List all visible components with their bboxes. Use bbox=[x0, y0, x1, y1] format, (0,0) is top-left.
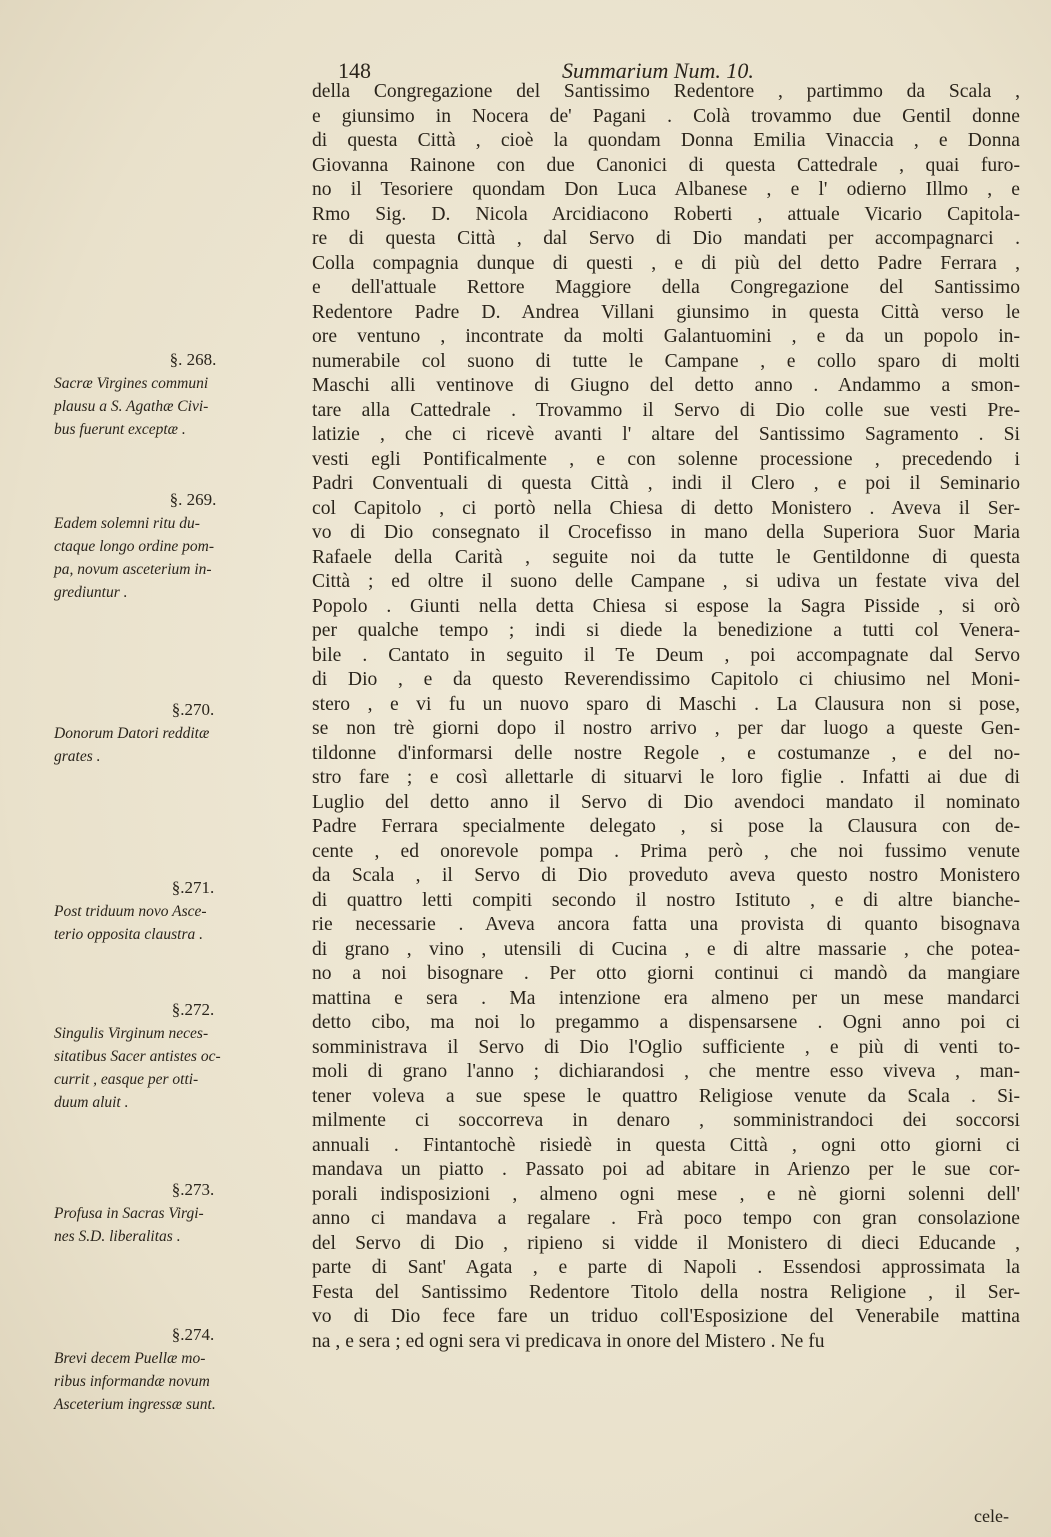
text-line: parte di Sant' Agata , e parte di Napoli . Essendosi approssimata la bbox=[312, 1257, 1020, 1278]
marginal-note-line: plausu a S. Agathæ Civi- bbox=[54, 398, 209, 415]
text-line: no a noi bisognare . Per otto giorni continui ci mandò da mangiare bbox=[312, 963, 1020, 984]
marginal-note bbox=[54, 1000, 292, 1114]
marginal-note bbox=[54, 1180, 292, 1248]
text-line: numerabile col suono di tutte le Campane , e collo sparo di molti bbox=[312, 350, 1020, 372]
catchword: cele- bbox=[974, 1506, 1009, 1526]
text-line: Festa del Santissimo Redentore Titolo della nostra Religione , il Ser- bbox=[312, 1281, 1020, 1303]
text-line: tener voleva a sue spese le quattro Religiose venute da Scala . Si- bbox=[312, 1085, 1020, 1107]
text-line: Luglio del detto anno il Servo di Dio avendoci mandato il nominato bbox=[312, 791, 1020, 813]
marginal-note-section-number: §. 268. bbox=[169, 350, 217, 369]
text-line: Popolo . Giunti nella detta Chiesa si espose la Sagra Pisside , si orò bbox=[312, 595, 1020, 617]
text-line: milmente ci soccorreva in denaro , somministrandoci dei soccorsi bbox=[312, 1110, 1020, 1131]
marginal-note-section-number: §.271. bbox=[171, 878, 215, 897]
running-title: Summarium Num. 10. bbox=[562, 58, 754, 83]
text-line: per qualche tempo ; indi si diede la benedizione a tutti col Venera- bbox=[312, 620, 1020, 641]
text-line: annuali . Fintantochè risiedè in questa Città , ogni otto giorni ci bbox=[312, 1134, 1020, 1156]
marginal-note-section-number: §. 269. bbox=[169, 490, 217, 509]
text-line: di Dio , e da questo Reverendissimo Capitolo ci chiusimo nel Moni- bbox=[312, 669, 1020, 690]
marginal-note-line: pa, novum asceterium in- bbox=[54, 561, 212, 578]
marginal-note-section-number: §.273. bbox=[171, 1180, 215, 1199]
text-line: della Congregazione del Santissimo Redentore , partimmo da Scala , bbox=[312, 81, 1020, 102]
text-line: tildonne d'informarsi delle nostre Regole , e costumanze , e del no- bbox=[312, 742, 1020, 764]
marginal-note-line: duum aluit . bbox=[54, 1094, 129, 1111]
text-line: Giovanna Rainone con due Canonici di questa Cattedrale , quai furo- bbox=[312, 154, 1020, 176]
text-line: mandava un piatto . Passato poi ad abitare in Arienzo per le sue cor- bbox=[312, 1159, 1020, 1180]
marginal-note-line: sitatibus Sacer antistes oc- bbox=[54, 1048, 221, 1065]
text-line: anno ci mandava a regalare . Frà poco tempo con gran consolazione bbox=[312, 1208, 1020, 1229]
text-line: vo di Dio consegnato il Crocefisso in mano della Superiora Suor Maria bbox=[312, 522, 1020, 543]
page-number: 148 bbox=[338, 58, 371, 83]
text-line: na , e sera ; ed ogni sera vi predicava in onore del Mistero . Ne fu bbox=[312, 1330, 825, 1352]
text-line: cente , ed onorevole pompa . Prima però , che noi fussimo venute bbox=[312, 840, 1020, 862]
marginal-note-line: terio opposita claustra . bbox=[54, 926, 203, 943]
text-line: di questa Città , cioè la quondam Donna Emilia Vinaccia , e Donna bbox=[312, 130, 1020, 151]
marginal-note-line: Sacræ Virgines communi bbox=[54, 375, 209, 392]
text-line: porali indisposizioni , almeno ogni mese , e nè giorni solenni dell' bbox=[312, 1183, 1020, 1205]
text-line: bile . Cantato in seguito il Te Deum , poi accompagnate dal Servo bbox=[312, 644, 1020, 666]
text-line: no il Tesoriere quondam Don Luca Albanese , e l' odierno Illmo , e bbox=[312, 179, 1020, 200]
text-line: Rafaele della Carità , seguite noi da tutte le Gentildonne di questa bbox=[312, 546, 1020, 568]
text-line: col Capitolo , ci portò nella Chiesa di detto Monistero . Aveva il Ser- bbox=[312, 497, 1020, 519]
marginal-note-line: Asceterium ingressæ sunt. bbox=[54, 1396, 216, 1413]
text-line: somministrava il Servo di Dio l'Oglio sufficiente , e più di venti to- bbox=[312, 1036, 1020, 1058]
text-line: Redentore Padre D. Andrea Villani giunsimo in questa Città verso le bbox=[312, 301, 1020, 323]
text-line: da Scala , il Servo di Dio proveduto aveva questo nostro Monistero bbox=[312, 865, 1020, 886]
text-line: vo di Dio fece fare un triduo coll'Esposizione del Venerabile mattina bbox=[312, 1306, 1020, 1327]
marginal-note-line: ribus informandæ novum bbox=[54, 1373, 210, 1390]
marginal-note-line: Donorum Datori redditæ bbox=[54, 725, 210, 742]
marginal-note bbox=[54, 490, 292, 604]
text-line: detto cibo, ma noi lo pregammo a dispensarsene . Ogni anno poi ci bbox=[312, 1012, 1020, 1033]
marginal-note-line: Singulis Virginum neces- bbox=[54, 1025, 209, 1042]
text-line: di quattro letti compiti secondo il nostro Istituto , e di altre bianche- bbox=[312, 889, 1020, 911]
text-line: Padri Conventuali di questa Città , indi il Clero , e poi il Seminario bbox=[312, 473, 1020, 494]
marginal-note bbox=[54, 350, 292, 441]
main-text bbox=[312, 80, 1020, 1354]
text-line: Padre Ferrara specialmente delegato , si pose la Clausura con de- bbox=[312, 816, 1020, 837]
text-line: e dell'attuale Rettore Maggiore della Congregazione del Santissimo bbox=[312, 277, 1020, 298]
marginal-note-line: bus fuerunt exceptæ . bbox=[54, 421, 186, 438]
text-line: Maschi alli ventinove di Giugno del detto anno . Andammo a smon- bbox=[312, 375, 1020, 396]
marginal-note bbox=[54, 1325, 292, 1416]
marginal-note-section-number: §.270. bbox=[171, 700, 215, 719]
marginal-note bbox=[54, 700, 292, 768]
marginal-note-line: Profusa in Sacras Virgi- bbox=[54, 1205, 204, 1222]
marginal-note-line: Eadem solemni ritu du- bbox=[54, 515, 200, 532]
text-line: latizie , che ci ricevè avanti l' altare del Santissimo Sagramento . Si bbox=[312, 424, 1020, 445]
marginal-note-section-number: §.272. bbox=[171, 1000, 215, 1019]
text-line: Colla compagnia dunque di questi , e di più del detto Padre Ferrara , bbox=[312, 252, 1020, 274]
text-line: stro fare ; e così allettarle di situarvi le loro figlie . Infatti ai due di bbox=[312, 767, 1020, 788]
text-line: re di questa Città , dal Servo di Dio mandati per accompagnarci . bbox=[312, 228, 1020, 249]
text-line: e giunsimo in Nocera de' Pagani . Colà trovammo due Gentil donne bbox=[312, 105, 1020, 127]
marginal-note-section-number: §.274. bbox=[171, 1325, 215, 1344]
marginal-note-line: grediuntur . bbox=[54, 584, 128, 601]
marginal-note-line: nes S.D. liberalitas . bbox=[54, 1228, 181, 1245]
text-line: Città ; ed oltre il suono delle Campane , si udiva un festate viva del bbox=[312, 571, 1020, 592]
marginal-note-line: currit , easque per otti- bbox=[54, 1071, 199, 1088]
text-line: stero , e vi fu un nuovo sparo di Maschi . La Clausura non si pose, bbox=[312, 693, 1020, 715]
marginal-note bbox=[54, 878, 292, 946]
marginal-note-line: grates . bbox=[54, 748, 101, 765]
text-line: ore ventuno , incontrate da molti Galantuomini , e da un popolo in- bbox=[312, 326, 1020, 347]
text-line: moli di grano l'anno ; dichiarandosi , che mentre esso viveva , man- bbox=[312, 1061, 1020, 1082]
text-line: rie necessarie . Aveva ancora fatta una provista di quanto bisognava bbox=[312, 914, 1020, 935]
text-line: del Servo di Dio , ripieno si vidde il Monistero di dieci Educande , bbox=[312, 1232, 1020, 1254]
text-line: Rmo Sig. D. Nicola Arcidiacono Roberti , attuale Vicario Capitola- bbox=[312, 203, 1020, 225]
text-line: se non trè giorni dopo il nostro arrivo , per dar luogo a queste Gen- bbox=[312, 718, 1020, 739]
marginal-note-line: Post triduum novo Asce- bbox=[54, 903, 207, 920]
text-line: mattina e sera . Ma intenzione era almeno per un mese mandarci bbox=[312, 987, 1020, 1009]
text-line: vesti egli Pontificalmente , e con solenne processione , precedendo i bbox=[312, 448, 1020, 470]
marginal-note-line: Brevi decem Puellæ mo- bbox=[54, 1350, 206, 1367]
text-line: tare alla Cattedrale . Trovammo il Servo di Dio colle sue vesti Pre- bbox=[312, 399, 1020, 421]
text-line: di grano , vino , utensili di Cucina , e di altre massarie , che potea- bbox=[312, 938, 1020, 960]
marginal-note-line: ctaque longo ordine pom- bbox=[54, 538, 214, 555]
